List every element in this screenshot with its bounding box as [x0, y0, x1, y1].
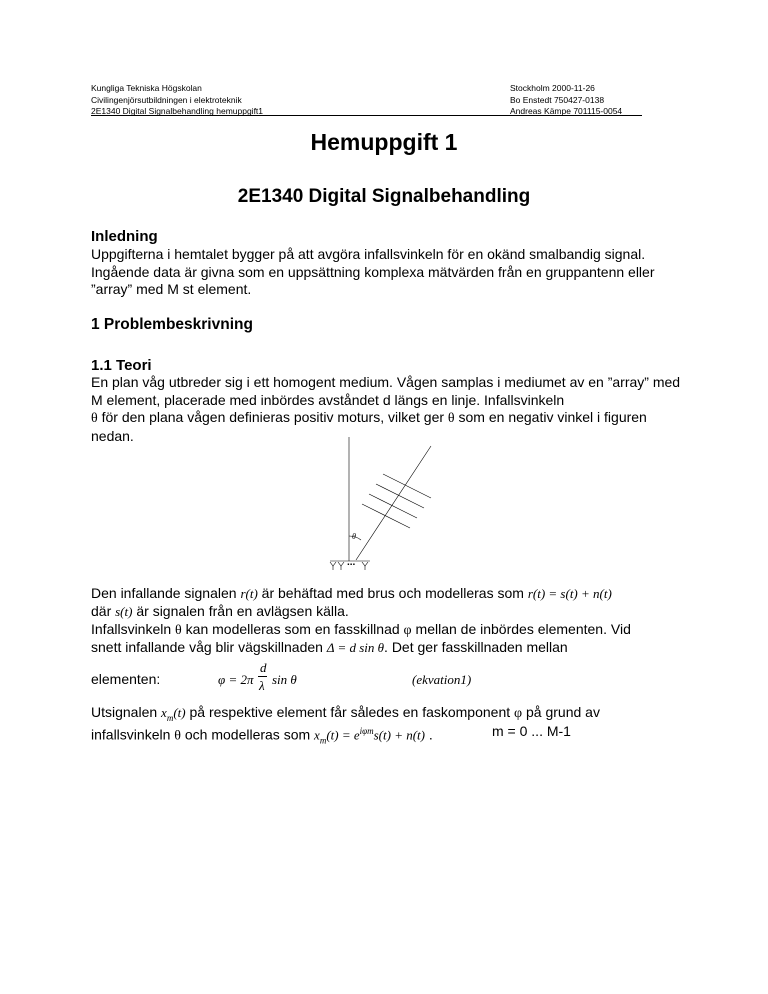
output-equation-part: (t) = e — [326, 727, 360, 743]
eq-line-4 — [91, 639, 568, 657]
header-author-2: Andreas Kämpe 701115-0054 — [510, 106, 623, 116]
header-right — [510, 83, 622, 118]
header-rule — [91, 115, 642, 116]
x-argument: (t) — [173, 705, 186, 720]
path-difference-equation: Δ = d sin θ — [326, 640, 385, 655]
intro-heading: Inledning — [91, 228, 158, 245]
wavefront-line — [376, 484, 424, 508]
antenna-element-icon — [362, 562, 368, 566]
plane-wave-figure — [300, 432, 450, 577]
problem-heading: 1 Problembeskrivning — [91, 316, 253, 333]
theta-symbol: θ — [447, 411, 455, 426]
output-subscript: m — [319, 735, 327, 746]
wavefront-line — [369, 494, 417, 518]
ellipsis-label: ... — [347, 557, 356, 568]
equation-tag: (ekvation1) — [412, 672, 472, 687]
index-range: m = 0 ... M-1 — [492, 723, 571, 739]
fraction-bar — [258, 676, 267, 677]
phi-symbol: φ — [514, 706, 523, 721]
propagation-line — [356, 446, 431, 560]
equation-rhs: sin θ — [272, 672, 297, 687]
wavefront-line — [362, 504, 410, 528]
header-course: 2E1340 Digital Signalbehandling hemuppgift1 — [91, 106, 264, 116]
equation-lhs: φ = 2π — [218, 672, 254, 687]
line7-text-a: infallsvinkeln — [91, 726, 175, 743]
header-place-date: Stockholm 2000-11-26 — [510, 83, 595, 93]
header-program: Civilingenjörsutbildningen i elektroteknik — [91, 94, 242, 105]
x-symbol: x — [161, 705, 167, 720]
eq-line-7 — [91, 723, 433, 750]
elementen-label: elementen: — [91, 671, 161, 687]
x-subscript: m — [166, 712, 174, 723]
antenna-element-icon — [330, 562, 336, 566]
line4-text-b: . Det ger fasskillnaden mellan — [384, 639, 568, 655]
eq-line-3 — [91, 621, 631, 640]
page-subtitle: 2E1340 Digital Signalbehandling — [237, 186, 531, 207]
output-equation-tail: s(t) + n(t) — [373, 727, 425, 743]
intro-paragraph — [91, 246, 681, 299]
line1-text-a: Den infallande signalen — [91, 585, 241, 601]
output-x: x — [314, 727, 320, 743]
s-of-t: s(t) — [115, 604, 133, 619]
header-institution: Kungliga Tekniska Högskolan — [91, 83, 202, 93]
theory-text-3: som en negativ vinkel i figuren nedan. — [91, 409, 647, 444]
line3-text-b: kan modelleras som en fasskillnad — [181, 621, 404, 637]
theta-symbol: θ — [175, 623, 182, 638]
theta-symbol: θ — [91, 411, 98, 426]
fraction-denominator: λ — [259, 678, 265, 693]
line7-period: . — [425, 726, 433, 743]
line4-text-a: snett infallande våg blir vägskillnaden — [91, 639, 327, 655]
line6-text-a: Utsignalen — [91, 704, 162, 720]
intro-text: Uppgifterna i hemtalet bygger på att avgöra infallsvinkeln för en okänd smalbandig signal. Ingående data är givna som en uppsättning komplexa mätvärden från en gruppantenn eller ”array” med M st element. — [91, 246, 655, 297]
r-of-t: r(t) — [240, 586, 258, 601]
output-exponent: iφm — [359, 726, 374, 736]
fraction-numerator: d — [260, 660, 267, 675]
line6-text-c: på grund av — [522, 704, 600, 720]
wavefront-line — [383, 474, 431, 498]
eq-line-2 — [91, 603, 349, 621]
phase-equation — [218, 660, 368, 696]
line3-text-c: mellan de inbördes elementen. Vid — [411, 621, 631, 637]
page-title: Hemuppgift 1 — [310, 129, 458, 155]
angle-label: θ — [352, 532, 356, 541]
line1-text-b: är behäftad med brus och modelleras som — [257, 585, 528, 601]
theory-heading: 1.1 Teori — [91, 357, 152, 374]
line2-text-a: där — [91, 603, 116, 619]
phi-symbol: φ — [403, 623, 412, 638]
theory-text-2: för den plana vågen definieras positiv moturs, vilket ger — [97, 409, 448, 425]
line2-text-b: är signalen från en avlägsen källa. — [132, 603, 349, 619]
header-author-1: Bo Enstedt 750427-0138 — [510, 94, 605, 105]
line6-text-b: på respektive element får således en faskomponent — [185, 704, 515, 720]
line3-text-a: Infallsvinkeln — [91, 621, 176, 637]
theory-text-1: En plan våg utbreder sig i ett homogent medium. Vågen samplas i mediumet av en ”array” med M element, placerade med inbördes avståndet d längs en linje. Infallsvinkeln — [91, 374, 681, 408]
theta-symbol: θ — [174, 728, 181, 744]
line7-text-b: och modelleras som — [180, 726, 315, 743]
eq-line-1 — [91, 585, 612, 603]
header-left — [91, 83, 263, 118]
antenna-element-icon — [338, 562, 344, 566]
signal-model-equation: r(t) = s(t) + n(t) — [527, 586, 612, 601]
